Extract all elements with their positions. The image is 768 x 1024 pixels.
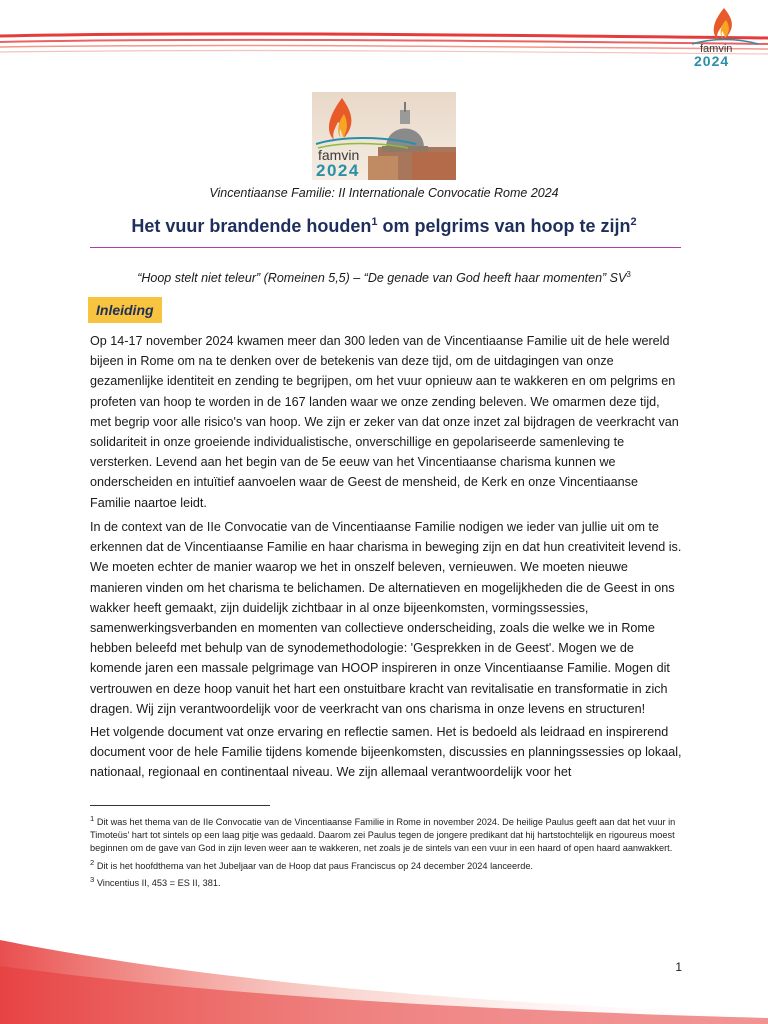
section-heading-inleiding: Inleiding bbox=[88, 297, 162, 323]
hero-logo-year: 2024 bbox=[316, 161, 360, 180]
footnote-1-mark: 1 bbox=[90, 814, 95, 823]
footnote-1 bbox=[90, 812, 680, 856]
footnote-ref-2[interactable]: 2 bbox=[630, 216, 637, 228]
footnote-1-text: Dit was het thema van de IIe Convocatie van de Vincentiaanse Familie in Rome in november 2024. De heilige Paulus geeft aan dat het vuur in Timoteüs' hart tot sintels op een laag pitje was gedaald. Daarom zei Paulus tegen de jongere predikant dat hij hartstochtelijk en rigoureus moest beginnen om de gave van God in zijn leven weer aan te wakkeren, net zoals je de sintels van een vuur in een haard of open haard aanwakkert. bbox=[90, 817, 676, 854]
hero-logo-word: famvin bbox=[318, 147, 360, 163]
header-stripes bbox=[0, 26, 768, 66]
paragraph-2: In de context van de IIe Convocatie van de Vincentiaanse Familie nodigen we ieder van jullie uit om te erkennen dat de Vincentiaanse Familie en haar charisma in beweging zijn en dat hun creativiteit levend is. We moeten echter de manier waarop we het in onszelf beleven, vernieuwen. We moeten nieuwe manieren vinden om het charisma te belichamen. De alternatieven en mogelijkheden die de Geest in ons wakker heeft gemaakt, zijn duidelijk zichtbaar in al onze bijeenkomsten, vormingssessies, samenwerkingsverbanden en momenten van collectieve onderscheiding, zoals die welke we in Rome hebben beleefd met behulp van de synodemethodologie: 'Gesprekken in de Geest'. Mogen we de komende jaren een massale pelgrimage van HOOP inspireren in onze Vincentiaanse Familie. Mogen dit vertrouwen en deze hoop vanuit het hart een onstuitbare kracht van revitalisatie en transformatie in zich dragen. Wij zijn verantwoordelijk voor de veerkracht van ons charisma in onze levens en structuren! bbox=[90, 520, 682, 716]
footnote-2 bbox=[90, 856, 680, 873]
footnotes bbox=[90, 812, 680, 890]
famvin-corner-logo bbox=[682, 4, 766, 70]
footnote-3 bbox=[90, 873, 680, 890]
flame-logo-icon bbox=[682, 4, 766, 70]
logo-word: famvin bbox=[700, 43, 733, 55]
epigraph-quote bbox=[0, 270, 768, 285]
document-title bbox=[0, 216, 768, 237]
document-subtitle: Vincentiaanse Familie: II Internationale Convocatie Rome 2024 bbox=[209, 186, 559, 200]
hero-image bbox=[312, 92, 456, 180]
footer-wave bbox=[0, 930, 768, 1024]
footnote-2-text: Dit is het hoofdthema van het Jubeljaar van de Hoop dat paus Franciscus op 24 december 2024 lanceerde. bbox=[94, 860, 533, 871]
logo-year: 2024 bbox=[694, 53, 730, 69]
footnote-ref-1[interactable]: 1 bbox=[371, 216, 378, 228]
footnote-2-mark: 2 bbox=[90, 857, 95, 867]
page-number: 1 bbox=[675, 960, 682, 974]
title-divider bbox=[90, 247, 681, 248]
footnote-ref-3[interactable]: 3 bbox=[626, 270, 631, 279]
footnote-separator bbox=[90, 805, 270, 806]
quote-text: “Hoop stelt niet teleur” (Romeinen 5,5) – “De genade van God heeft haar momenten” SV bbox=[137, 271, 627, 286]
paragraph-1: Op 14-17 november 2024 kwamen meer dan 300 leden van de Vincentiaanse Familie uit de hele wereld bijeen in Rome om na te denken over de betekenis van deze tijd, om de uitdagingen van onze gezamenlijke identiteit en zending te begrijpen, om het vuur opnieuw aan te wakkeren en om pelgrims en profeten van hoop te worden in de 167 landen waar we onze zending beleven. We omarmen deze tijd, met begrip voor alle risico's van hoop. We zijn er zeker van dat onze inzet zal bijdragen de veerkracht van solidariteit in onze groeiende individualistische, onverschillige en gepolariseerde samenleving te versterken. Levend aan het begin van de 5e eeuw van het Vincentiaanse charisma kunnen we onderscheiden en intuïtief aanvoelen waar de Geest de mensheid, de Kerk en onze Vincentiaanse Familie naartoe leidt. bbox=[90, 334, 679, 510]
footnote-3-mark: 3 bbox=[90, 874, 95, 884]
title-part-b: om pelgrims van hoop te zijn bbox=[377, 216, 631, 236]
title-part-a: Het vuur brandende houden bbox=[131, 216, 372, 236]
paragraph-3: Het volgende document vat onze ervaring en reflectie samen. Het is bedoeld als leidraad en inspirerend document voor de hele Familie tijdens komende bijeenkomsten, discussies en planningssessies op lokaal, nationaal, regionaal en continentaal niveau. We zijn allemaal verantwoordelijk voor het bbox=[90, 725, 682, 780]
footnote-3-text: Vincentius II, 453 = ES II, 381. bbox=[94, 878, 221, 888]
